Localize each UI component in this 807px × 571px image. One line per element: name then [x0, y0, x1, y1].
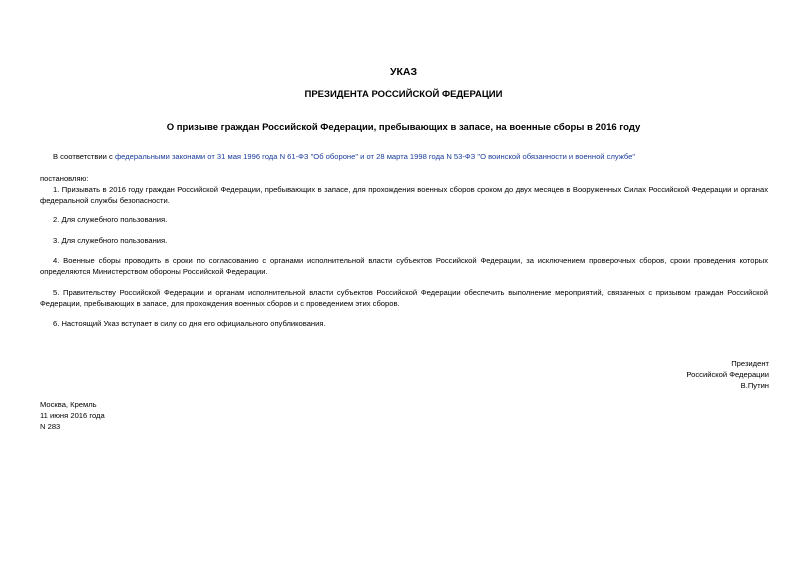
document-subject-title: О призыве граждан Российской Федерации, пребывающих в запасе, на военные сборы в 2016 году [166, 122, 641, 133]
document-issuer-title: ПРЕЗИДЕНТА РОССИЙСКОЙ ФЕДЕРАЦИИ [304, 89, 503, 100]
preamble-prefix: В соответствии с [53, 152, 115, 161]
issue-date: 11 июня 2016 года [40, 411, 105, 420]
decree-item-3: 3. Для служебного пользования. [53, 236, 168, 245]
decree-item-5: 5. Правительству Российской Федерации и органам исполнительной власти субъектов Российской Федерации обеспечить выполнение мероприятий, связанных с призывом граждан Российской Федерации, пребывающих в запасе, для прохождения военных сборов и с проведением этих сборов. [40, 288, 768, 308]
issue-place: Москва, Кремль [40, 400, 97, 409]
signature-name: В.Путин [740, 381, 769, 390]
decree-number: N 283 [40, 422, 61, 431]
decree-item-4: 4. Военные сборы проводить в сроки по согласованию с органами исполнительной власти субъектов Российской Федерации, за исключением проверочных сборов, сроки проведения которых определяются Министерством обороны Российской Федерации. [40, 256, 768, 276]
federal-laws-link[interactable]: федеральными законами от 31 мая 1996 года N 61-ФЗ "Об обороне" и от 28 марта 1998 года N 53-ФЗ "О воинской обязанности и военной службе" [114, 152, 636, 161]
decree-word: постановляю: [40, 174, 89, 183]
decree-item-2: 2. Для служебного пользования. [53, 215, 168, 224]
document-type-title: УКАЗ [389, 66, 418, 78]
preamble [40, 151, 768, 162]
signature-title: Президент [731, 359, 769, 368]
signature-country: Российской Федерации [686, 370, 769, 379]
decree-item-1: 1. Призывать в 2016 году граждан Российской Федерации, пребывающих в запасе, для прохождения военных сборов сроком до двух месяцев в Вооруженных Силах Российской Федерации и органах федеральной службы безопасности. [40, 185, 768, 205]
decree-item-6: 6. Настоящий Указ вступает в силу со дня его официального опубликования. [53, 319, 326, 328]
